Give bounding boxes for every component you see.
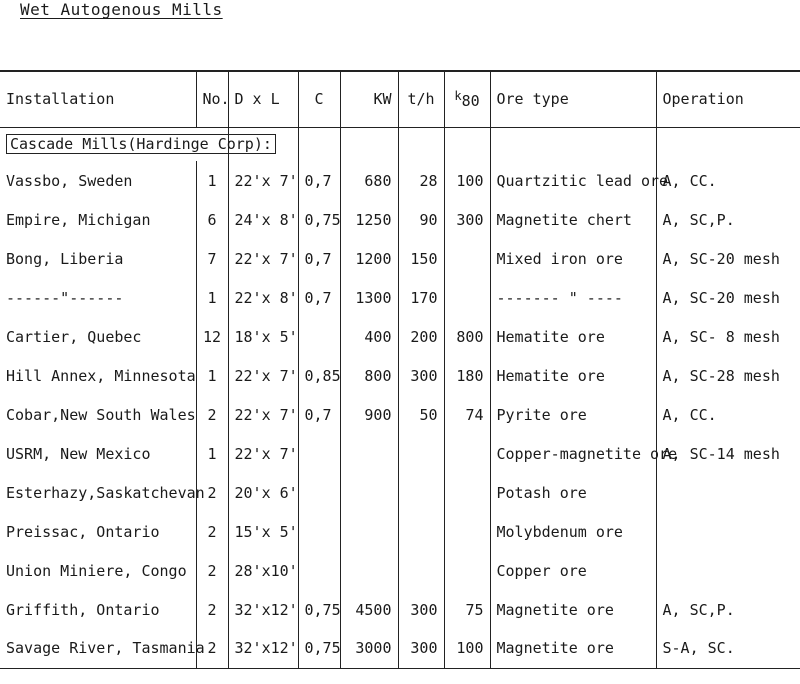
- cell-th: 300: [398, 590, 444, 629]
- cell-kw: 1300: [340, 278, 398, 317]
- cell-no: 2: [196, 590, 228, 629]
- cell-c: [298, 434, 340, 473]
- cell-dxl: 32'x12': [228, 590, 298, 629]
- cell-no: 2: [196, 473, 228, 512]
- cell-c: 0,85: [298, 356, 340, 395]
- cell-ore-type: Hematite ore: [490, 356, 656, 395]
- page-title: Wet Autogenous Mills: [20, 0, 223, 19]
- cell-c: 0,7: [298, 161, 340, 200]
- cell-no: 6: [196, 200, 228, 239]
- header-dxl: D x L: [228, 71, 298, 127]
- cell-ore-type: Magnetite ore: [490, 590, 656, 629]
- cell-dxl: 22'x 7': [228, 395, 298, 434]
- cell-k80: 75: [444, 590, 490, 629]
- cell-dxl: 22'x 7': [228, 161, 298, 200]
- cell-ore-type: ------- " ----: [490, 278, 656, 317]
- cell-no: 2: [196, 395, 228, 434]
- cell-th: 300: [398, 629, 444, 668]
- cell-kw: 680: [340, 161, 398, 200]
- mills-table: [0, 70, 800, 669]
- cell-no: 12: [196, 317, 228, 356]
- cell-installation: Hill Annex, Minnesota: [6, 366, 196, 385]
- cell-c: [298, 512, 340, 551]
- cell-ore-type: Quartzitic lead ore: [490, 161, 656, 200]
- cell-th: 200: [398, 317, 444, 356]
- cell-k80: 800: [444, 317, 490, 356]
- cell-th: [398, 434, 444, 473]
- cell-operation: A, CC.: [656, 161, 800, 200]
- cell-c: 0,7: [298, 239, 340, 278]
- table-row: [0, 551, 800, 590]
- cell-installation: ------"------: [6, 288, 124, 307]
- cell-operation: A, SC-14 mesh: [656, 434, 800, 473]
- cell-kw: [340, 473, 398, 512]
- cell-no: 1: [196, 161, 228, 200]
- cell-k80: 180: [444, 356, 490, 395]
- cell-c: [298, 473, 340, 512]
- cell-no: 1: [196, 356, 228, 395]
- cell-k80: 100: [444, 161, 490, 200]
- cell-kw: 400: [340, 317, 398, 356]
- cell-dxl: 24'x 8': [228, 200, 298, 239]
- cell-ore-type: Mixed iron ore: [490, 239, 656, 278]
- cell-operation: A, SC-20 mesh: [656, 278, 800, 317]
- cell-th: 300: [398, 356, 444, 395]
- cell-no: 2: [196, 512, 228, 551]
- header-th: t/h: [398, 71, 444, 127]
- cell-dxl: 28'x10': [228, 551, 298, 590]
- cell-ore-type: Potash ore: [490, 473, 656, 512]
- cell-c: 0,7: [298, 395, 340, 434]
- cell-operation: A, CC.: [656, 395, 800, 434]
- cell-operation: A, SC- 8 mesh: [656, 317, 800, 356]
- cell-operation: A, SC-20 mesh: [656, 239, 800, 278]
- header-c: C: [298, 71, 340, 127]
- cell-dxl: 15'x 5': [228, 512, 298, 551]
- table-row: [0, 200, 800, 239]
- cell-dxl: 18'x 5': [228, 317, 298, 356]
- cell-th: 28: [398, 161, 444, 200]
- cell-operation: A, SC-28 mesh: [656, 356, 800, 395]
- cell-kw: 1200: [340, 239, 398, 278]
- cell-th: [398, 551, 444, 590]
- header-row: [0, 71, 800, 127]
- cell-dxl: 22'x 7': [228, 239, 298, 278]
- cell-kw: 3000: [340, 629, 398, 668]
- cell-c: 0,75: [298, 629, 340, 668]
- cell-dxl: 22'x 7': [228, 434, 298, 473]
- group-label: Cascade Mills(Hardinge Corp):: [6, 134, 276, 154]
- cell-operation: [656, 551, 800, 590]
- cell-ore-type: Pyrite ore: [490, 395, 656, 434]
- cell-k80: 74: [444, 395, 490, 434]
- cell-operation: A, SC,P.: [656, 200, 800, 239]
- cell-ore-type: Molybdenum ore: [490, 512, 656, 551]
- cell-installation: Union Miniere, Congo: [6, 561, 187, 580]
- cell-installation: Preissac, Ontario: [6, 522, 160, 541]
- cell-dxl: 22'x 8': [228, 278, 298, 317]
- cell-kw: 800: [340, 356, 398, 395]
- table-row: [0, 629, 800, 668]
- cell-kw: 1250: [340, 200, 398, 239]
- cell-c: [298, 551, 340, 590]
- cell-installation: Vassbo, Sweden: [6, 171, 133, 190]
- cell-k80: [444, 551, 490, 590]
- cell-installation: Savage River, Tasmania: [0, 629, 196, 668]
- cell-installation: Cartier, Quebec: [6, 327, 142, 346]
- table-row: [0, 239, 800, 278]
- group-row: [0, 127, 800, 161]
- header-kw: KW: [340, 71, 398, 127]
- cell-ore-type: Magnetite ore: [490, 629, 656, 668]
- cell-ore-type: Magnetite chert: [490, 200, 656, 239]
- cell-th: 150: [398, 239, 444, 278]
- cell-k80: [444, 473, 490, 512]
- cell-installation: Empire, Michigan: [6, 210, 151, 229]
- cell-operation: S-A, SC.: [656, 629, 800, 668]
- cell-installation: Bong, Liberia: [6, 249, 124, 268]
- header-operation: Operation: [656, 71, 800, 127]
- cell-kw: 900: [340, 395, 398, 434]
- cell-kw: [340, 512, 398, 551]
- cell-th: [398, 512, 444, 551]
- cell-k80: 100: [444, 629, 490, 668]
- cell-k80: [444, 512, 490, 551]
- cell-operation: [656, 473, 800, 512]
- table-row: [0, 473, 800, 512]
- mills-table-container: [0, 70, 800, 669]
- cell-c: 0,7: [298, 278, 340, 317]
- table-row: [0, 512, 800, 551]
- cell-k80: [444, 278, 490, 317]
- cell-th: [398, 473, 444, 512]
- table-row: [0, 278, 800, 317]
- cell-dxl: 20'x 6': [228, 473, 298, 512]
- cell-kw: [340, 434, 398, 473]
- cell-operation: [656, 512, 800, 551]
- cell-no: 2: [196, 551, 228, 590]
- cell-k80: [444, 239, 490, 278]
- cell-kw: [340, 551, 398, 590]
- header-ore-type: Ore type: [490, 71, 656, 127]
- cell-k80: 300: [444, 200, 490, 239]
- header-no: No.: [196, 71, 228, 127]
- cell-ore-type: Copper-magnetite ore: [490, 434, 656, 473]
- cell-no: 1: [196, 434, 228, 473]
- cell-c: 0,75: [298, 200, 340, 239]
- cell-k80: [444, 434, 490, 473]
- cell-installation: Griffith, Ontario: [6, 600, 160, 619]
- cell-installation: USRM, New Mexico: [6, 444, 151, 463]
- cell-dxl: 32'x12': [228, 629, 298, 668]
- table-row: [0, 161, 800, 200]
- cell-th: 50: [398, 395, 444, 434]
- cell-th: 170: [398, 278, 444, 317]
- cell-installation: Cobar,New South Wales: [6, 405, 196, 424]
- cell-ore-type: Copper ore: [490, 551, 656, 590]
- table-row: [0, 590, 800, 629]
- cell-c: 0,75: [298, 590, 340, 629]
- table-row: [0, 356, 800, 395]
- cell-no: 2: [196, 629, 228, 668]
- cell-c: [298, 317, 340, 356]
- table-row: [0, 317, 800, 356]
- cell-kw: 4500: [340, 590, 398, 629]
- header-k80: $^k$80: [444, 71, 490, 127]
- header-installation: Installation: [0, 71, 196, 127]
- table-row: [0, 395, 800, 434]
- cell-th: 90: [398, 200, 444, 239]
- cell-dxl: 22'x 7': [228, 356, 298, 395]
- cell-operation: A, SC,P.: [656, 590, 800, 629]
- cell-ore-type: Hematite ore: [490, 317, 656, 356]
- cell-installation: Esterhazy,Saskatchevan: [6, 483, 205, 502]
- cell-no: 7: [196, 239, 228, 278]
- cell-no: 1: [196, 278, 228, 317]
- table-row: [0, 434, 800, 473]
